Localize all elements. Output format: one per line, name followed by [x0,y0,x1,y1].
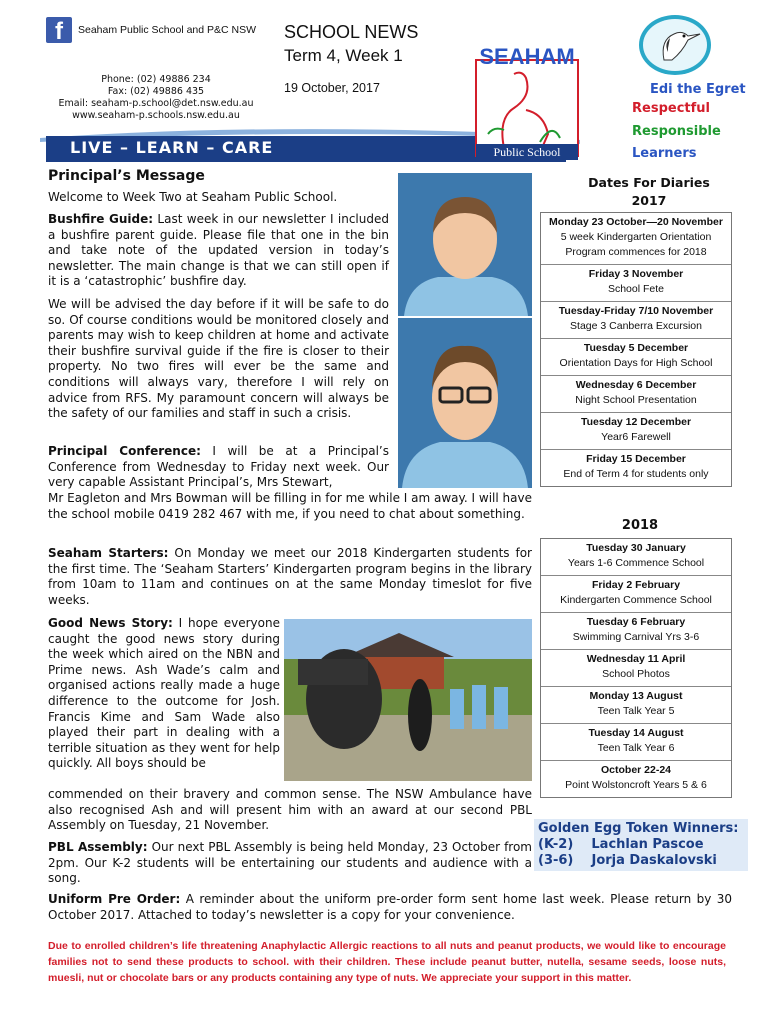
goodnews-continued: commended on their bravery and common sense. The NSW Ambulance have also recognised Ash and will present him with an award at our second PBL Assembly on Tuesday, 21 November. [48,787,532,833]
uniform-text: A reminder about the uniform pre-order form sent home last week. Please return by 30 October 2017. Attached to today’s newsletter is a copy for your convenience. [48,892,733,922]
uniform-paragraph [48,892,732,923]
winner-name: Lachlan Pascoe [591,837,704,852]
winner-name: Jorja Daskalovski [591,853,717,868]
dates-table-2017 [540,212,732,487]
date-title: Tuesday 6 February [586,616,686,628]
date-desc: Teen Talk Year 5 [597,705,675,717]
date-row [541,213,731,265]
dates-year-2018: 2018 [621,518,659,533]
date-row [541,376,731,413]
goodnews-title: Good News Story: [48,616,173,630]
value-respectful: Respectful [632,101,710,116]
newsletter-title: SCHOOL NEWS [284,22,419,42]
date-row [541,576,731,613]
date-title: Wednesday 11 April [586,653,686,665]
golden-egg-title: Golden Egg Token Winners: [538,821,739,836]
date-desc: Stage 3 Canberra Excursion [570,320,702,332]
email[interactable]: Email: seaham-p.school@det.nsw.edu.au [58,98,254,109]
value-responsible: Responsible [632,124,721,139]
date-row [541,339,731,376]
date-row [541,450,731,486]
goodnews-text: I hope everyone caught the good news story during the week which aired on the NBN and Prime news. Ash Wade’s calm and organised actions really made a huge difference to the outcome for Josh. Francis Kime and Sam Wade also played their part in dealing with a terrible situation as they went for help quickly. All boys should be [48,616,280,771]
date-desc: 5 week Kindergarten Orientation Program commences for 2018 [560,231,712,258]
date-row [541,650,731,687]
date-title: Tuesday 30 January [586,542,686,554]
news-crew-photo [284,619,532,781]
bushfire-paragraph [48,212,389,290]
winner-grade: (K-2) [538,837,574,852]
conference-paragraph [48,444,389,491]
newsletter-date: 19 October, 2017 [284,81,380,95]
date-title: Tuesday 12 December [580,416,692,428]
starters-paragraph [48,546,532,608]
bushfire-title: Bushfire Guide: [48,212,154,226]
date-title: Friday 3 November [588,268,684,280]
phone: Phone: (02) 49886 234 [101,74,211,85]
contact-block [46,74,266,122]
banner-text: LIVE – LEARN – CARE [70,138,274,157]
date-desc: End of Term 4 for students only [563,468,709,480]
date-desc: Point Wolstoncroft Years 5 & 6 [565,779,707,791]
date-desc: Years 1-6 Commence School [567,557,705,569]
date-title: Monday 13 August [589,690,683,702]
conference-continued: Mr Eagleton and Mrs Bowman will be filling in for me while I am away. I will have the school mobile 0419 282 467 with me, if you need to chat about something. [48,491,532,521]
golden-egg-box [534,819,748,871]
date-desc: Night School Presentation [575,394,697,406]
date-desc: School Photos [602,668,670,680]
date-title: Tuesday 14 August [588,727,684,739]
date-desc: Kindergarten Commence School [560,594,712,606]
facebook-icon[interactable]: f [46,17,72,43]
student-photo-2 [398,318,532,488]
date-title: Friday 15 December [586,453,686,465]
school-org-name: Seaham Public School and P&C NSW [78,24,257,36]
date-title: Friday 2 February [591,579,681,591]
advised-paragraph: We will be advised the day before if it will be safe to do so. Of course conditions would be monitored closely and parents may wish to keep children at home and activate their bushfire survival guide if the fire is closer to their property. No two fires will ever be the same and conditions will always vary, therefore I will rely on advice from RFS. My paramount concern will always be the safety of our families and staff in such a crisis. [48,297,389,421]
date-row [541,539,731,576]
section-heading: Principal’s Message [48,168,205,184]
uniform-title: Uniform Pre Order: [48,892,181,906]
student-photo-1 [398,173,532,316]
date-title: Tuesday 5 December [583,342,689,354]
conference-title: Principal Conference: [48,444,201,458]
pbl-title: PBL Assembly: [48,840,148,854]
date-row [541,302,731,339]
allergy-warning: Due to enrolled children’s life threatening Anaphylactic Allergic reactions to all nuts and peanut products, we would like to encourage families not to send these products to school. with their children. These include peanut butter, nutella, sesame seeds, loose nuts, muesli, nut or chocolate bars or any products containing any type of nuts. We appreciate your support in this matter. [48,940,726,984]
date-title: October 22-24 [600,764,672,776]
date-row [541,724,731,761]
value-learners: Learners [632,146,697,161]
website[interactable]: www.seaham-p.schools.nsw.edu.au [72,110,240,121]
dates-table-2018 [540,538,732,798]
date-desc: Orientation Days for High School [559,357,713,369]
starters-title: Seaham Starters: [48,546,169,560]
goodnews-paragraph [48,616,280,772]
date-row [541,687,731,724]
date-title: Wednesday 6 December [575,379,697,391]
date-row [541,613,731,650]
date-row [541,413,731,450]
date-desc: Year6 Farewell [601,431,671,443]
bushfire-text: Last week in our newsletter I included a bushfire parent guide. Please file that one in the bin and take note of the updated version in today’s newsletter. The main change is that we can still open if it is a ‘catastrophic’ bushfire day. [48,212,389,289]
dates-heading [540,174,758,210]
mascot-name: Edi the Egret [650,82,746,97]
date-row [541,265,731,302]
logo-text: SEAHAM [479,44,575,69]
winner-row [538,853,744,869]
date-desc: Teen Talk Year 6 [597,742,675,754]
fax: Fax: (02) 49886 435 [107,86,205,97]
winner-row [538,837,744,853]
dates-title: Dates For Diaries [588,175,710,190]
conference-text: I will be at a Principal’s Conference from Wednesday to Friday next week. Our very capable Assistant Principal’s, Mrs Stewart, [48,444,389,490]
welcome-text: Welcome to Week Two at Seaham Public School. [48,190,338,204]
starters-text: On Monday we meet our 2018 Kindergarten students for the first time. The ‘Seaham Starters’ Kindergarten program begins in the library from 10am to 11am and continues on at the same Monday timeslot for five weeks. [48,546,532,607]
date-row [541,761,731,797]
dates-year-2017: 2017 [631,193,667,208]
date-title: Monday 23 October—20 November [549,216,723,228]
pbl-text: Our next PBL Assembly is being held Monday, 23 October from 2pm. Our K-2 students will be entertaining our students and audience with a song. [48,840,532,886]
logo-subtext: Public School [493,145,561,159]
date-desc: Swimming Carnival Yrs 3-6 [572,631,700,643]
newsletter-term: Term 4, Week 1 [284,46,403,65]
pbl-paragraph [48,840,532,887]
egret-mascot-icon [634,12,716,78]
winner-grade: (3-6) [538,853,574,868]
school-logo [474,38,580,162]
date-desc: School Fete [607,283,665,295]
date-title: Tuesday-Friday 7/10 November [558,305,714,317]
